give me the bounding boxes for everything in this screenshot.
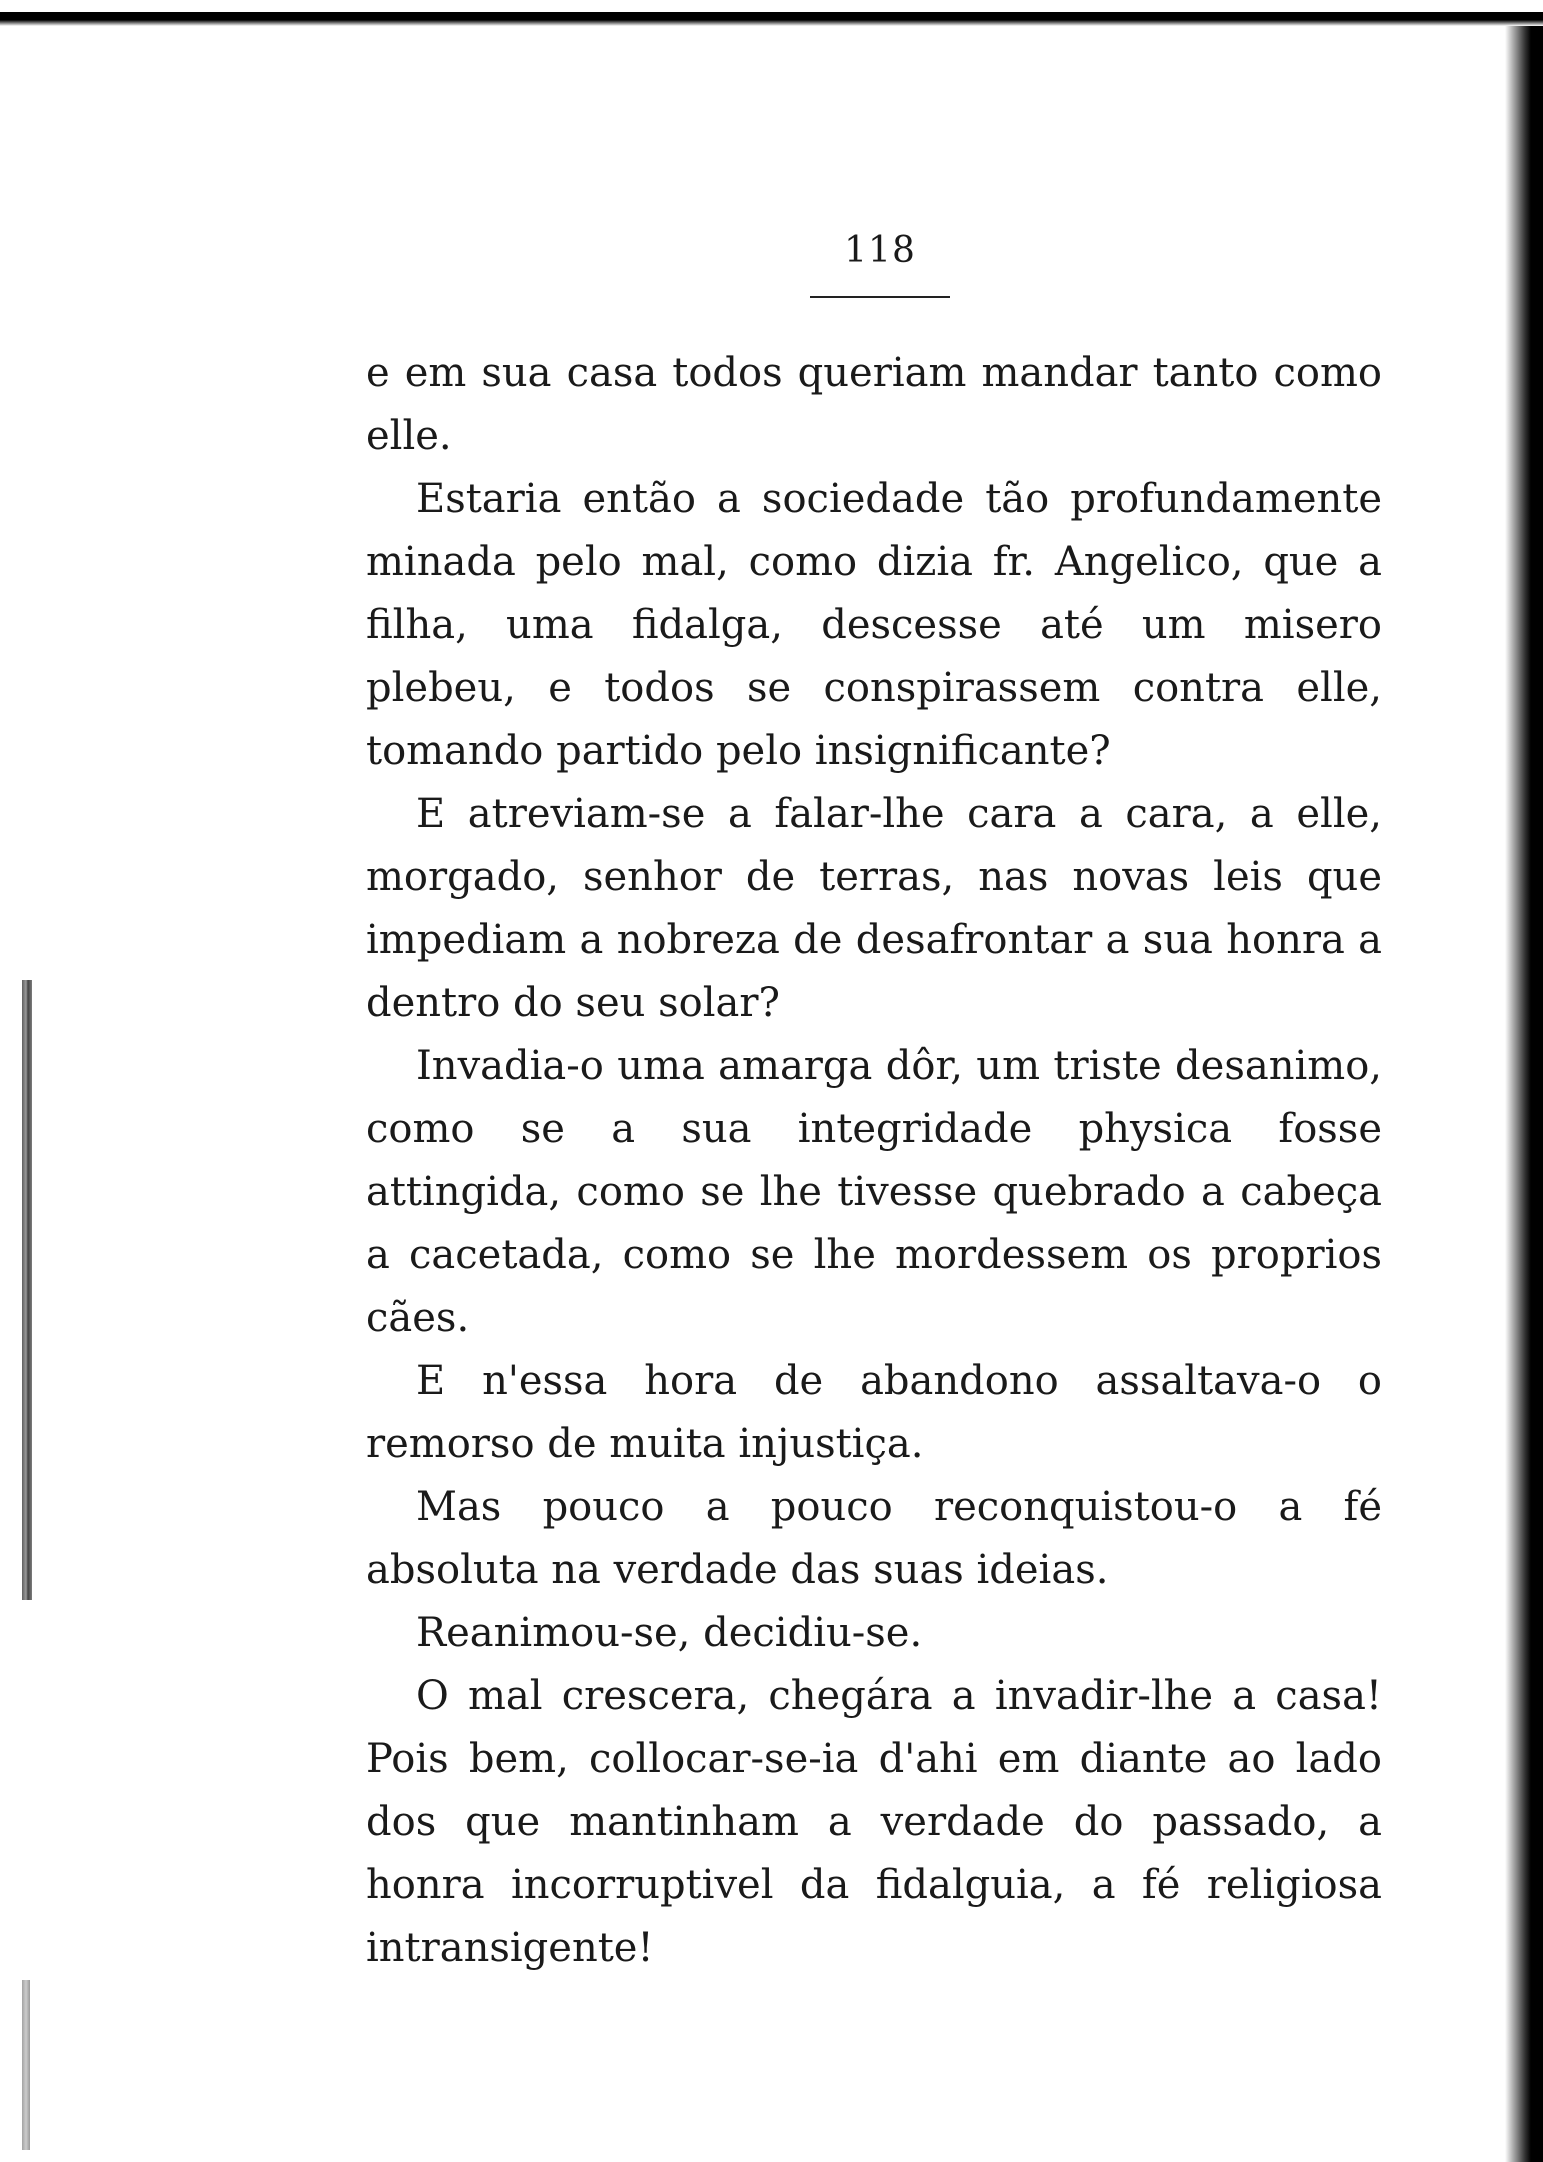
scan-binding-shadow-lower — [22, 1980, 30, 2150]
page-number-rule — [810, 296, 950, 298]
paragraph: e em sua casa todos queriam mandar tanto como elle. — [366, 350, 1382, 459]
page-number: 118 — [844, 230, 916, 271]
scan-binding-shadow — [22, 980, 32, 1600]
scan-right-edge — [1505, 26, 1543, 2162]
paragraph: O mal crescera, chegára a invadir-lhe a casa! Pois bem, collocar-se-ia d'ahi em diante ao lado dos que mantinham a verdade do passado, a honra incorruptivel da fidalguia, a fé religiosa intransigente! — [366, 1673, 1382, 1971]
paragraph: Invadia-o uma amarga dôr, um triste desanimo, como se a sua integridade physica fosse attingida, como se lhe tivesse quebrado a cabeça a cacetada, como se lhe mordessem os proprios cães. — [366, 1043, 1382, 1341]
paragraph: Mas pouco a pouco reconquistou-o a fé absoluta na verdade das suas ideias. — [366, 1484, 1382, 1593]
paragraph: Estaria então a sociedade tão profundamente minada pelo mal, como dizia fr. Angelico, que a filha, uma fidalga, descesse até um misero plebeu, e todos se conspirassem contra elle, tomando partido pelo insignificante? — [366, 476, 1382, 774]
scan-top-edge — [0, 12, 1543, 26]
paragraph: Reanimou-se, decidiu-se. — [416, 1610, 923, 1656]
paragraph: E atreviam-se a falar-lhe cara a cara, a elle, morgado, senhor de terras, nas novas leis que impediam a nobreza de desafrontar a sua honra a dentro do seu solar? — [366, 791, 1382, 1026]
paragraph: E n'essa hora de abandono assaltava-o o remorso de muita injustiça. — [366, 1358, 1382, 1467]
body-text — [366, 342, 1382, 1980]
